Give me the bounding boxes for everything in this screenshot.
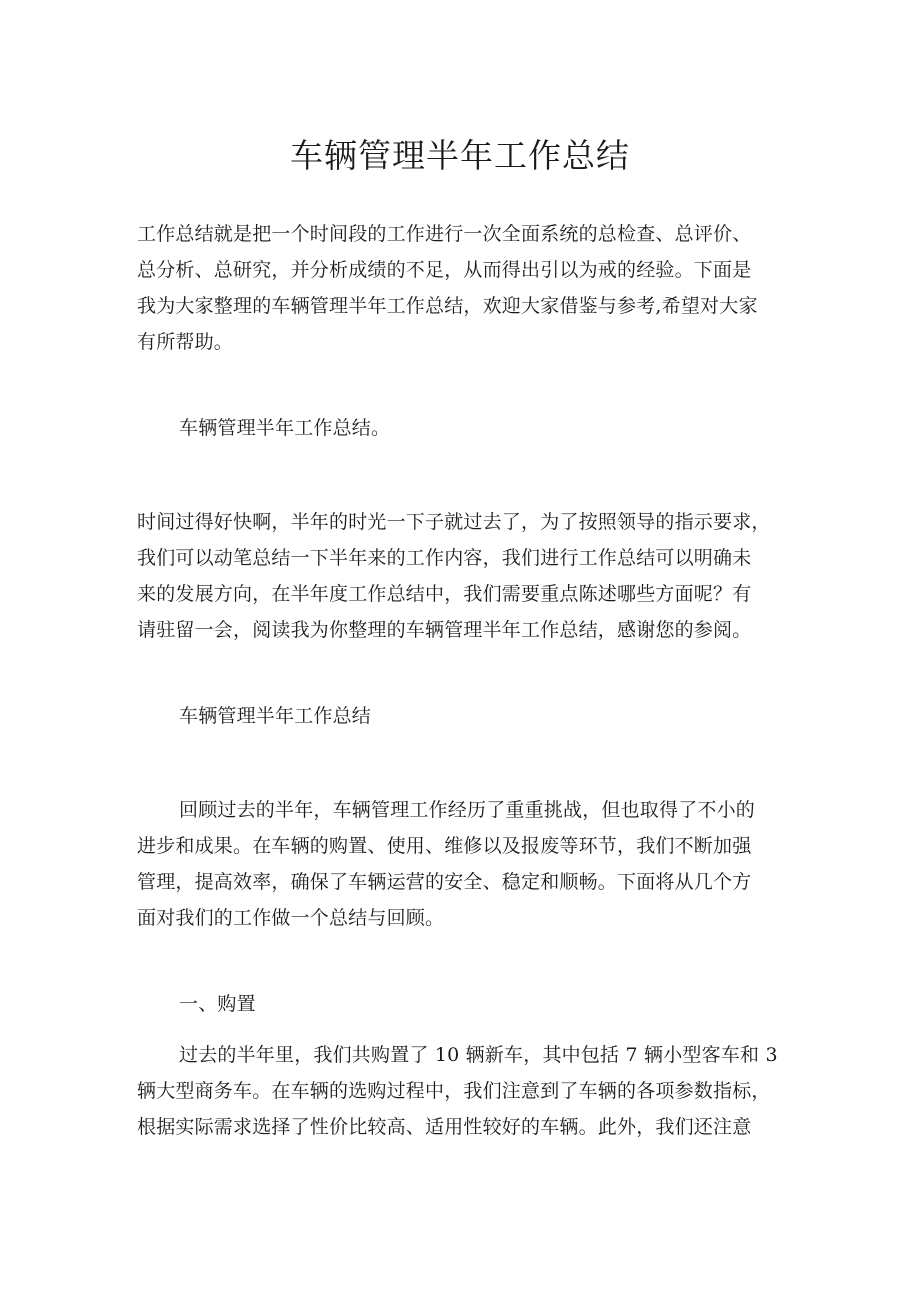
subtitle-paragraph xyxy=(137,698,787,734)
review-line: 面对我们的工作做一个总结与回顾。 xyxy=(137,907,445,929)
intro-line: 有所帮助。 xyxy=(137,331,234,353)
purchase-paragraph xyxy=(137,1037,787,1145)
subtitle-paragraph xyxy=(137,410,787,446)
preface-line: 请驻留一会，阅读我为你整理的车辆管理半年工作总结，感谢您的参阅。 xyxy=(137,619,752,641)
subtitle-line: 车辆管理半年工作总结。 xyxy=(179,417,391,439)
preface-line: 时间过得好快啊，半年的时光一下子就过去了，为了按照领导的指示要求， xyxy=(137,511,771,533)
document-title: 车辆管理半年工作总结 xyxy=(290,136,630,175)
intro-line: 我为大家整理的车辆管理半年工作总结，欢迎大家借鉴与参考,希望对大家 xyxy=(137,295,758,317)
preface-line: 我们可以动笔总结一下半年来的工作内容，我们进行工作总结可以明确未 xyxy=(137,547,752,569)
section-heading-line: 一、购置 xyxy=(179,993,256,1015)
review-line: 管理，提高效率，确保了车辆运营的安全、稳定和顺畅。下面将从几个方 xyxy=(137,871,752,893)
review-line: 进步和成果。在车辆的购置、使用、维修以及报废等环节，我们不断加强 xyxy=(137,835,752,857)
purchase-line: 辆大型商务车。在车辆的选购过程中，我们注意到了车辆的各项参数指标， xyxy=(137,1080,771,1102)
subtitle-line: 车辆管理半年工作总结 xyxy=(179,705,372,727)
purchase-line: 过去的半年里，我们共购置了 10 辆新车，其中包括 7 辆小型客车和 3 xyxy=(179,1044,778,1066)
intro-line: 工作总结就是把一个时间段的工作进行一次全面系统的总检查、总评价、 xyxy=(137,223,752,245)
review-line: 回顾过去的半年，车辆管理工作经历了重重挑战，但也取得了不小的 xyxy=(179,799,756,821)
purchase-line: 根据实际需求选择了性价比较高、适用性较好的车辆。此外，我们还注意 xyxy=(137,1116,752,1138)
review-paragraph xyxy=(137,792,787,936)
preface-line: 来的发展方向，在半年度工作总结中，我们需要重点陈述哪些方面呢？有 xyxy=(137,583,752,605)
preface-paragraph xyxy=(137,504,787,648)
intro-line: 总分析、总研究，并分析成绩的不足，从而得出引以为戒的经验。下面是 xyxy=(137,259,752,281)
section-heading xyxy=(137,986,787,1022)
intro-paragraph xyxy=(137,216,787,360)
